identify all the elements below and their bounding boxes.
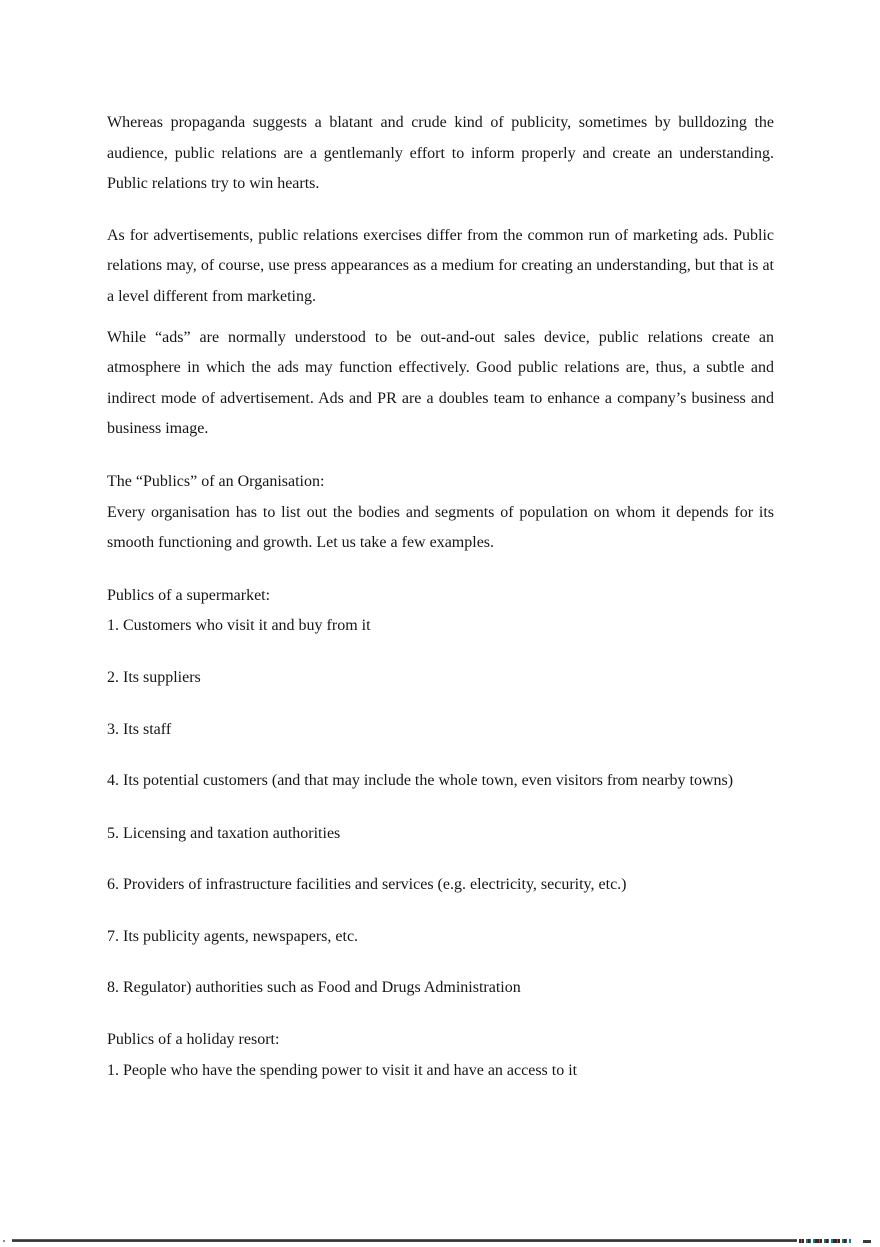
list-item-supermarket-7: 7. Its publicity agents, newspapers, etc. <box>107 927 359 945</box>
scan-artifact-dash <box>863 1240 871 1243</box>
list-item-supermarket-6: 6. Providers of infrastructure facilities and services (e.g. electricity, security, etc.) <box>107 876 627 894</box>
paragraph-advertisements: As for advertisements, public relations exercises differ from the common run of marketing ads. Public relations may, of course, use press appearances as a medium for creating an understanding, but that is at a level different from marketing. <box>107 226 774 305</box>
list-item-supermarket-4: 4. Its potential customers (and that may include the whole town, even visitors from nearby towns) <box>107 772 734 790</box>
list-item-supermarket-5: 5. Licensing and taxation authorities <box>107 824 341 842</box>
text-column <box>107 108 774 1107</box>
list-item-supermarket-8: 8. Regulator) authorities such as Food and Drugs Administration <box>107 979 521 997</box>
paragraph-every-organisation: Every organisation has to list out the bodies and segments of population on whom it depends for its smooth functioning and growth. Let us take a few examples. <box>107 503 774 552</box>
paragraph-ads-vs-pr: While “ads” are normally understood to be out-and-out sales device, public relations create an atmosphere in which the ads may function effectively. Good public relations are, thus, a subtle and indirect mode of advertisement. Ads and PR are a doubles team to enhance a company’s business and business image. <box>107 328 774 438</box>
section-heading-publics-supermarket: Publics of a supermarket: <box>107 586 271 604</box>
list-item-supermarket-3: 3. Its staff <box>107 720 172 738</box>
scan-artifact-dot <box>3 1240 5 1242</box>
scan-artifact-line <box>12 1239 797 1242</box>
list-item-supermarket-2: 2. Its suppliers <box>107 668 201 686</box>
list-item-resort-1: 1. People who have the spending power to visit it and have an access to it <box>107 1061 578 1079</box>
paragraph-propaganda: Whereas propaganda suggests a blatant and crude kind of publicity, sometimes by bulldozing the audience, public relations are a gentlemanly effort to inform properly and create an understanding. Public relations try to win hearts. <box>107 114 774 193</box>
section-heading-publics-organisation: The “Publics” of an Organisation: <box>107 472 325 490</box>
list-item-supermarket-1: 1. Customers who visit it and buy from it <box>107 617 371 635</box>
scan-artifact-noise <box>799 1239 851 1243</box>
section-heading-publics-holiday-resort: Publics of a holiday resort: <box>107 1031 280 1049</box>
